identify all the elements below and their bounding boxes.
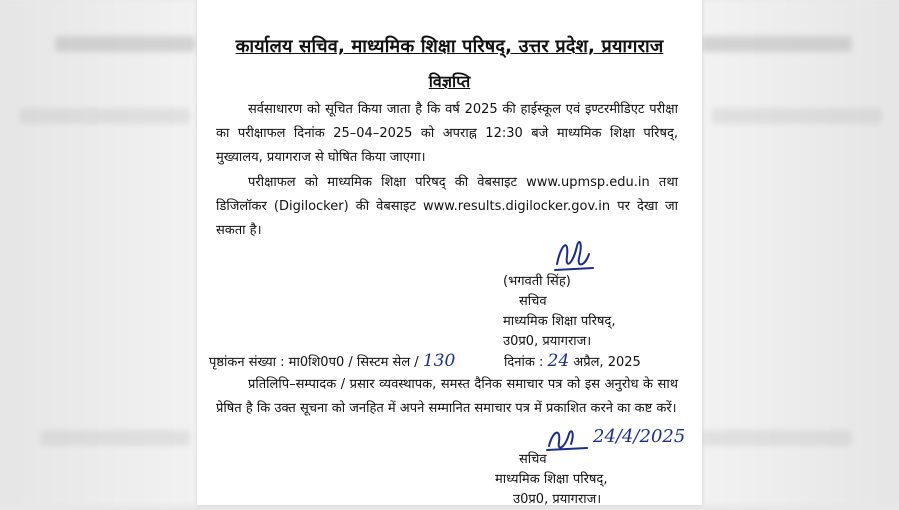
reference-number: 130 (422, 351, 456, 371)
notice-title: विज्ञप्ति (428, 72, 471, 91)
signatory-designation: सचिव (519, 294, 547, 309)
signatory-place: उ0प्र0, प्रयागराज। (503, 334, 592, 349)
reference-date: दिनांक : 24 अप्रैल, 2025 (504, 351, 641, 371)
handwritten-date: 24/4/2025 (593, 426, 686, 447)
blurred-background-right (702, 0, 899, 505)
reference-label: पृष्ठांकन संख्या : मा0शि0प0 / सिस्टम सेल / (209, 355, 419, 370)
office-header: कार्यालय सचिव, माध्यमिक शिक्षा परिषद्, उत्तर प्रदेश, प्रयागराज (235, 36, 664, 57)
reference-date-day: 24 (547, 351, 570, 371)
signatory2-place: उ0प्र0, प्रयागराज। (513, 492, 602, 507)
notice-paragraph-websites: परीक्षाफल को माध्यमिक शिक्षा परिषद् की वेबसाइट www.upmsp.edu.in तथा डिजिलॉकर (Digilocker) की वेबसाइट www.results.digilocker.gov.in पर देखा जा सकता है। (216, 175, 678, 238)
notice-paragraph-result-date: सर्वसाधारण को सूचित किया जाता है कि वर्ष 2025 की हाईस्कूल एवं इण्टरमीडिएट परीक्षा का परीक्षाफल दिनांक 25–04–2025 को अपराह्न 12:30 बजे माध्यमिक शिक्षा परिषद्, मुख्यालय, प्रयागराज से घोषित किया जाएगा। (216, 102, 678, 165)
reference-line (209, 351, 669, 371)
signatory-block (503, 272, 663, 352)
signatory-org: माध्यमिक शिक्षा परिषद्, (503, 314, 616, 329)
blurred-background-left (0, 0, 197, 505)
notice-document (197, 0, 702, 505)
signatory-block-2 (495, 450, 675, 510)
signatory2-org: माध्यमिक शिक्षा परिषद्, (495, 472, 608, 487)
copy-distribution-paragraph: प्रतिलिपि–सम्पादक / प्रसार व्यवस्थापक, समस्त दैनिक समाचार पत्र को इस अनुरोध के साथ प्रेषित है कि उक्त सूचना को जनहित में अपने सम्मानित समाचार पत्र में प्रकाशित करने का कष्ट करें। (216, 377, 678, 416)
signatory-name: (भगवती सिंह) (503, 274, 571, 289)
signatory2-designation: सचिव (519, 452, 547, 467)
